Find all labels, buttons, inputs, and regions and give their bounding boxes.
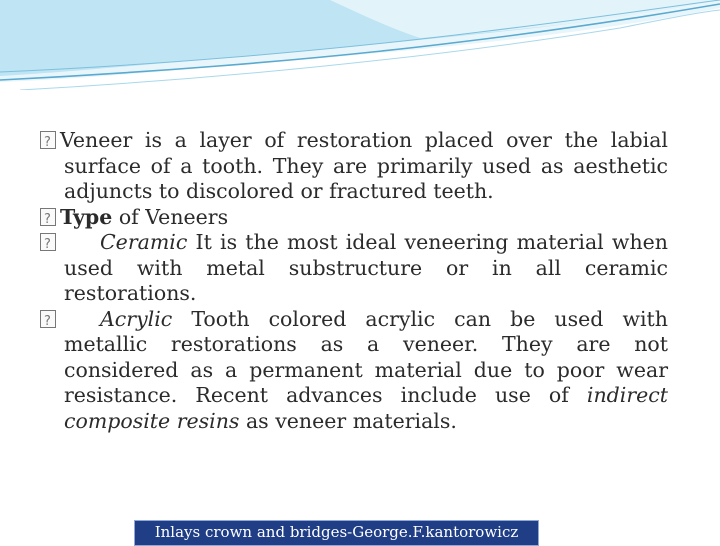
footer-source-label: Inlays crown and bridges-George.F.kantorowicz [134,520,539,546]
acrylic-term: Acrylic [100,306,173,331]
missing-glyph-box-icon [40,131,56,149]
ceramic-item [40,230,668,307]
type-of-veneers-heading [40,205,668,231]
missing-glyph-box-icon [40,233,56,251]
header-wave-decoration [0,0,720,90]
veneer-definition-text: Veneer is a layer of restoration placed over the labial surface of a tooth. They are primarily used as aesthetic adjuncts to discolored or fractured teeth. [60,128,668,203]
acrylic-text: Tooth colored acrylic can be used with metallic restorations as a veneer. They are not considered as a permanent material due to poor wear resistance. Recent advances include use of [64,306,668,407]
slide-body [40,128,668,434]
ceramic-text: It is the most ideal veneering material when used with metal substructure or in all ceramic restorations. [64,230,668,305]
acrylic-italic-tail: indirect composite resins [64,383,668,433]
missing-glyph-box-icon [40,208,56,226]
veneer-definition [40,128,668,205]
missing-glyph-box-icon [40,310,56,328]
ceramic-term: Ceramic [100,230,188,254]
type-rest: of Veneers [112,204,229,229]
acrylic-item [40,307,668,435]
type-term: Type [60,204,113,229]
acrylic-text-end: as veneer materials. [239,408,457,433]
